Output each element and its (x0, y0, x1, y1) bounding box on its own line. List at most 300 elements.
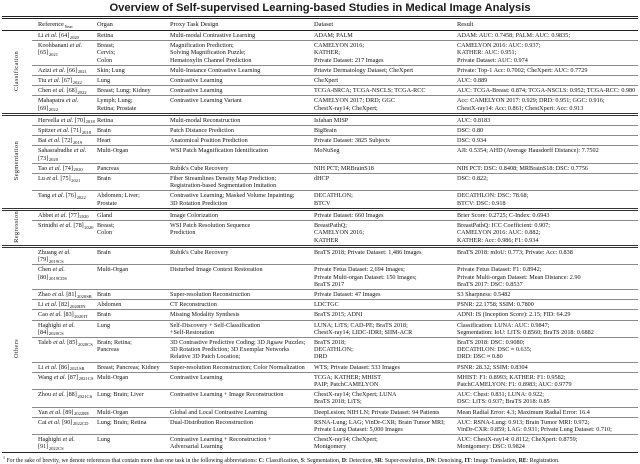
organ-cell-line: Retina; Prostate (97, 104, 137, 112)
proxy-task-cell-line: Image Colorization (170, 211, 218, 219)
reference-cell: Tang et al. $[76]_{2022}$ (32, 191, 97, 209)
table-row (2, 163, 638, 173)
dataset-cell-line: TCGA; KATHER; MHIST (314, 373, 382, 381)
result-cell-line: KATHER: Acc: 0.986; F1: 0.934 (457, 236, 539, 244)
reference-cell: Li et al. $[64]_{2020}$ (38, 32, 79, 40)
et-al-text: et al. (47, 77, 61, 85)
result-cell (457, 417, 638, 434)
dataset-cell (314, 65, 457, 75)
year-subscript: 2020 (69, 34, 79, 40)
organ-cell (97, 209, 170, 220)
dataset-cell-line: CAMELYON 2016; (314, 229, 365, 237)
et-al-text: et al. (51, 192, 65, 200)
proxy-task-cell-line: Contrastive Learning (170, 373, 223, 381)
year-subscript: 2021 (71, 177, 81, 183)
year-subscript: 2020 (48, 157, 58, 163)
proxy-task-cell (170, 31, 314, 41)
proxy-task-cell (170, 174, 314, 191)
proxy-task-cell-line: Super-resolution Reconstruction; Color Normalization (170, 363, 305, 371)
organ-cell (97, 337, 170, 362)
table-row (2, 289, 638, 299)
dataset-cell-line: BraTS 2018; LiTS; (314, 398, 362, 406)
organ-cell-line: Brain (97, 290, 111, 298)
proxy-task-cell-line: Global and Local Contrastive Learning (170, 408, 267, 416)
dataset-cell (314, 191, 457, 209)
organ-cell (97, 362, 170, 372)
proxy-task-cell (170, 407, 314, 417)
dataset-cell (314, 246, 457, 264)
reference-cell: Li et al. $[82]_{2020DN}$ (32, 300, 97, 310)
et-al-text: et al. (46, 175, 59, 183)
proxy-task-cell (170, 146, 314, 163)
reference-cell: Taleb et al. $[85]_{2020CS}$ (32, 337, 97, 362)
organ-cell-line: Gland (97, 211, 113, 219)
result-cell (457, 435, 638, 452)
dataset-cell-line: MoNuSeg (314, 147, 340, 155)
group-header-cell (2, 18, 32, 31)
proxy-task-cell-line: Prediction (170, 229, 196, 237)
dataset-cell-line: DRD (314, 353, 328, 361)
organ-cell (97, 289, 170, 299)
organ-cell-line: Breast; (97, 42, 115, 50)
table-row (2, 310, 638, 320)
organ-cell (97, 417, 170, 434)
group-cell (2, 114, 32, 209)
result-cell-line: DSC: 0.822; (457, 175, 488, 183)
proxy-task-cell (170, 96, 314, 114)
organ-cell (97, 41, 170, 66)
proxy-task-cell-line: WSI Patch Magnification Identification (170, 147, 269, 155)
organ-cell-line: Lung (97, 436, 111, 444)
reference-cell: Chen et al. $[80]_{2019CDS}$ (32, 265, 97, 290)
proxy-task-cell (170, 435, 314, 452)
organ-cell (97, 174, 170, 191)
dataset-cell-line: Private Dataset: 660 Images (314, 211, 384, 219)
organ-cell-line: Multi-Organ (97, 147, 129, 155)
dataset-cell-line: CAMELYON 2017; DRD; GGC (314, 97, 396, 105)
proxy-task-cell (170, 372, 314, 389)
result-cell-line: BraTS 2017: DSC: 0.8537 (457, 280, 523, 288)
proxy-task-cell-line: 3D Rotation Prediction; 3D Exemplar Networks (170, 346, 290, 354)
reference-cell: Hervella et al. $[70]_{2018}$ (32, 114, 97, 125)
result-cell (457, 265, 638, 290)
result-cell-line: VinDr-CXR: 0.859; LAG: 0.931; Private Lung Dataset: 0.710; (457, 426, 612, 434)
dataset-cell (314, 407, 457, 417)
result-cell-line: Private Multi-organ Dataset: Mean Distance: 2.90 (457, 273, 581, 281)
proxy-task-cell-line: +Self-Restoration (170, 328, 215, 336)
reference-cell: Wang et al. $[87]_{2021CS}$ (32, 372, 97, 389)
year-subscript: 2019 (72, 139, 83, 145)
table-row (2, 209, 638, 220)
proxy-task-cell-line: Relative 3D Patch Location; (170, 353, 241, 361)
reference-cell: Azizi et al. $[66]_{2021}$ (32, 65, 97, 75)
studies-table (2, 16, 638, 453)
proxy-task-cell-line: Dual-Distribution Reconstruction (170, 418, 254, 426)
proxy-task-cell-line: Contrastive Learning Variant (170, 97, 242, 105)
footnote-abbr: SR (374, 457, 382, 464)
dataset-cell-line: LDCTGC (314, 301, 339, 309)
organ-cell (97, 435, 170, 452)
dataset-cell (314, 86, 457, 96)
reference-cell: Zhou et al. $[88]_{2021CS}$ (32, 390, 97, 407)
year-subscript: 2020DN (69, 303, 86, 309)
organ-cell-line: Multi-Organ (97, 266, 129, 274)
result-cell-line: MHIST: F1: 0.8993; KATHER: F1: 0.9582; (457, 373, 566, 381)
reference-cell: Tao et al. $[74]_{2020}$ (32, 163, 97, 173)
result-cell (457, 300, 638, 310)
table-row (2, 76, 638, 86)
result-cell (457, 362, 638, 372)
dataset-cell (314, 136, 457, 146)
organ-cell-line: Breast; (97, 222, 115, 230)
result-cell-line: DECATHLON: DSC: 78.68; (457, 192, 529, 200)
proxy-task-cell (170, 76, 314, 86)
organ-cell (97, 76, 170, 86)
organ-cell-line: Brain (97, 311, 111, 319)
result-cell (457, 289, 638, 299)
result-cell (457, 86, 638, 96)
result-cell-line: DRD: DSC ≈ 0.80 (457, 353, 503, 361)
organ-cell (97, 191, 170, 209)
organ-cell-line: Brain (97, 175, 111, 183)
dataset-cell (314, 126, 457, 136)
et-al-text: et al. (48, 164, 62, 172)
dataset-cell-line: LUNA; LiTS; CAD-PE; BraTS 2018; (314, 321, 408, 329)
dataset-cell-line: PAIP; PatchCAMELYON (314, 381, 379, 388)
table-row (2, 96, 638, 114)
et-al-text: et al. (69, 42, 83, 50)
proxy-task-cell-line: WSI Patch Resolution Sequence (170, 222, 251, 230)
organ-cell (97, 114, 170, 125)
proxy-task-cell (170, 163, 314, 173)
result-cell (457, 320, 638, 337)
result-cell (457, 76, 638, 86)
et-al-text: et al. (52, 87, 65, 95)
et-al-text: et al. (48, 137, 61, 145)
dataset-cell (314, 146, 457, 163)
table-row (2, 300, 638, 310)
result-cell-line: Brier Score: 0.2725; C-Index: 0.6943 (457, 211, 550, 219)
dataset-cell-line: BraTS 2018; (314, 338, 346, 346)
organ-cell-line: Cervix; (97, 49, 116, 57)
year-subscript: 2020IT (74, 313, 88, 319)
proxy-task-cell-line: Contrastive Learning (170, 77, 223, 85)
organ-cell (97, 265, 170, 290)
table-row (2, 320, 638, 337)
year-subscript: 2019CDS (48, 276, 67, 282)
group-cell (2, 31, 32, 115)
organ-cell-line: Retina (97, 32, 114, 39)
result-cell-line: AUC: ChestX-ray14: 0.8112; CheXpert: 0.8759; (457, 436, 578, 444)
footnote-abbr: RE (518, 457, 527, 464)
dataset-cell (314, 96, 457, 114)
dataset-cell-line: ChestX-ray14; LIDC-IDRI; SIIM-ACR (314, 328, 413, 336)
dataset-cell (314, 76, 457, 86)
reference-cell: Chen et al. $[68]_{2022}$ (32, 86, 97, 96)
result-cell-line: AUC: Chest: 0.831; LUNA: 0.922; (457, 391, 544, 399)
year-subscript: 2021SR (69, 366, 85, 372)
year-subscript: 2018 (85, 119, 95, 125)
footnote-abbr: IT (464, 457, 471, 464)
organ-cell-line: Lung (97, 321, 111, 329)
table-row (2, 337, 638, 362)
year-subscript: 2022 (72, 79, 82, 85)
dataset-cell-line: BraTS 2015; ADNI (314, 311, 363, 319)
result-cell (457, 96, 638, 114)
et-al-text: et al. (59, 222, 72, 230)
reference-cell: Koohbanani et al. $[65]_{2021}$ (32, 41, 97, 66)
organ-cell (97, 300, 170, 310)
header-reference-label: Reference (38, 21, 64, 28)
result-cell-line: AUC: 0.889 (457, 77, 488, 85)
footnote-abbr: DN (426, 457, 435, 464)
dataset-cell-line: BTCV (314, 199, 331, 207)
proxy-task-cell (170, 289, 314, 299)
table-row (2, 191, 638, 209)
year-subscript: 2022 (48, 107, 58, 113)
result-cell-line: AJI: 0.5354; AHD (Average Hausdorff Distance): 7.7502 (457, 147, 599, 155)
result-cell-line: AUC: 0.8183 (457, 116, 491, 124)
table-row (2, 146, 638, 163)
dataset-cell-line: Private Dataset: 47 Images (314, 290, 381, 298)
organ-cell-line: Pancreas (97, 164, 119, 172)
table-row (2, 246, 638, 264)
result-cell (457, 114, 638, 125)
year-subscript: 2020CS (48, 331, 64, 337)
year-subscript: 2020CS (77, 341, 93, 347)
year-subscript: 2020 (79, 214, 89, 220)
result-cell-line: CAMELYON 2016: AUC: 0.882; (457, 229, 541, 237)
reference-cell: Sahasrabudhe et al. $[73]_{2020}$ (32, 146, 97, 163)
table-row (2, 435, 638, 452)
proxy-task-cell (170, 320, 314, 337)
dataset-cell-line: Private Lung Dataset: 5,000 Images (314, 426, 403, 434)
reference-cell: Cai et al. $[90]_{2022CD}$ (32, 417, 97, 434)
organ-cell (97, 86, 170, 96)
proxy-task-cell (170, 390, 314, 407)
organ-cell (97, 310, 170, 320)
proxy-task-cell (170, 65, 314, 75)
proxy-task-cell-line: Hematoxylin Channel Prediction (170, 56, 252, 64)
result-cell-line: DSC: 0.80 (457, 127, 484, 135)
proxy-task-cell-line: Self-Discovery + Self-Classification (170, 321, 261, 329)
result-cell-line: ADAM: AUC: 0.7458; PALM: AUC: 0.9835; (457, 32, 571, 39)
organ-cell-line: Multi-Organ (97, 373, 129, 381)
year-subscript: 2022RE (73, 411, 90, 417)
result-cell-line: AUC: RSNA-Lung: 0.913; Brain Tumor MRI: 0.972; (457, 418, 590, 426)
table-row (2, 31, 638, 41)
result-cell-line: KATHER: AUC: 0.951; (457, 49, 517, 57)
proxy-task-cell (170, 136, 314, 146)
table-row (2, 407, 638, 417)
dataset-cell-line: RSNA-Lung; LAG; VinDr-CXR; Brain Tumor MRI; (314, 418, 445, 426)
table-row (2, 126, 638, 136)
dataset-cell-line: KATHER (314, 236, 339, 244)
organ-cell (97, 320, 170, 337)
dataset-cell (314, 174, 457, 191)
footnote-text: For the sake of brevity, we denote references that contain more than one task in the following abbreviations: (5, 457, 259, 464)
result-cell (457, 41, 638, 66)
proxy-task-cell (170, 191, 314, 209)
result-cell-line: ADNI: IS (Inception Score): 2.15; FID: 64.29 (457, 311, 571, 319)
result-cell-line: NIH PCT: DSC: 0.8408; MRBrainS18: DSC: 0.7756 (457, 164, 589, 172)
proxy-task-cell-line: Solving Magnification Puzzle; (170, 49, 246, 57)
organ-cell-line: Pancreas (97, 346, 119, 354)
header-row (2, 18, 638, 31)
result-cell (457, 407, 638, 417)
result-cell (457, 31, 638, 41)
et-al-text: et al. (60, 116, 74, 124)
table-row (2, 417, 638, 434)
result-cell-line: PSNR: 28.32; SSIM: 0.8304 (457, 363, 528, 371)
year-subscript: 2020 (84, 224, 94, 230)
organ-cell-line: Brain (97, 127, 111, 135)
result-cell-line: BraTS 2018: DSC: 0.9080; (457, 338, 525, 346)
dataset-cell-line: Private Fetus Dataset: 2,694 Images; (314, 266, 405, 274)
organ-cell (97, 31, 170, 41)
footnote (3, 455, 637, 464)
year-subscript: 2020SR (77, 293, 92, 299)
proxy-task-cell-line: Contrastive Learning; Masked Volume Inpainting; (170, 192, 295, 200)
et-al-text: et al. (52, 266, 65, 274)
proxy-task-cell-line: Super-resolution Reconstruction (170, 290, 251, 298)
dataset-cell (314, 221, 457, 247)
proxy-task-cell (170, 114, 314, 125)
proxy-task-cell-line: Rubik's Cube Recovery (170, 164, 229, 172)
proxy-task-cell-line: Missing Modality Synthesis (170, 311, 240, 319)
proxy-task-cell-line: Registration-based Segmentation Imitation (170, 182, 277, 190)
result-cell-line: AUC: TCGA-Breast: 0.874; TCGA-NSCLS: 0.952; TCGA-RCC: 0.980 (457, 87, 636, 95)
table-row (2, 174, 638, 191)
footnote-text: : Classification, (262, 457, 301, 464)
organ-cell-line: Lung (97, 77, 111, 85)
organ-cell-line: Brain (97, 248, 111, 256)
result-cell (457, 372, 638, 389)
proxy-task-cell (170, 41, 314, 66)
proxy-task-cell-line: Contrastive Learning + Image Reconstruction (170, 391, 284, 399)
result-cell-line: ChestX-ray14: Acc: 0.861; ChestXpert: Acc: 0.913 (457, 104, 584, 112)
result-cell-line: DECATHLON: DSC ≈ 0.635; (457, 346, 532, 354)
reference-cell: Spitzer et al. $[71]_{2018}$ (32, 126, 97, 136)
footnote-abbr: C (258, 457, 263, 464)
result-cell (457, 221, 638, 247)
organ-cell-line: Breast; Lung; Kidney (97, 87, 151, 95)
year-subscript: 2019CS (48, 258, 64, 264)
table-row (2, 221, 638, 247)
dataset-cell-line: BigBrain (314, 127, 337, 135)
year-subscript: 2022CD (72, 421, 89, 427)
result-cell-line: Montgomery: DSC: 0.9824 (457, 443, 525, 451)
footnote-text: : Segmentation, (303, 457, 342, 464)
result-cell (457, 209, 638, 220)
result-cell-line: Private Dataset: AUC: 0.974 (457, 56, 528, 64)
table-row (2, 265, 638, 290)
organ-cell (97, 146, 170, 163)
footnote-text: : Super-resolution, (381, 457, 427, 464)
group-cell (2, 209, 32, 246)
dataset-cell-line: dHCP (314, 175, 330, 183)
result-cell (457, 163, 638, 173)
footnote-text: : Registration. (526, 457, 560, 464)
table-body (2, 31, 638, 453)
organ-cell-line: Abdomen; Liver; (97, 192, 140, 200)
dataset-cell (314, 417, 457, 434)
dataset-cell-line: ChestX-ray14; CheXpert; LUNA (314, 391, 397, 399)
dataset-cell-line: BraTS 2018; Private Dataset: 1,486 Images (314, 248, 422, 256)
table-row (2, 390, 638, 407)
reference-cell: Tiu et al. $[67]_{2022}$ (32, 76, 97, 86)
et-al-text: et al. (54, 211, 68, 219)
year-subscript: 2022 (77, 89, 87, 95)
proxy-task-cell-line: Contrastive Learning (170, 87, 223, 95)
proxy-task-cell-line: Multi-Instance Contrastive Learning (170, 66, 261, 74)
proxy-task-cell-line: Multi-modal Contrastive Learning (170, 32, 256, 39)
header-proxy-task: Proxy Task Design (170, 21, 219, 28)
dataset-cell (314, 31, 457, 41)
footnote-text: : Denoising, (434, 457, 465, 464)
dataset-cell-line: ChestX-ray14; CheXpert; (314, 436, 378, 444)
reference-cell: Zhao et al. $[81]_{2020SR}$ (32, 289, 97, 299)
dataset-cell-line: Private Multi-organ Dataset: 150 Images; (314, 273, 417, 281)
reference-cell: Srinidhi et al. $[78]_{2020}$ (32, 221, 97, 247)
proxy-task-cell (170, 221, 314, 247)
organ-cell (97, 136, 170, 146)
result-cell-line: DSC: LiTS: 0.937; BraTS 2018: 0.85 (457, 398, 550, 406)
result-cell (457, 337, 638, 362)
proxy-task-cell-line: Fiber Streamlines Density Map Prediction; (170, 175, 277, 183)
table-row (2, 86, 638, 96)
organ-cell-line: Abdomen (97, 301, 122, 309)
proxy-task-cell (170, 209, 314, 220)
organ-cell (97, 372, 170, 389)
organ-cell (97, 163, 170, 173)
header-reference (32, 18, 97, 31)
result-cell (457, 310, 638, 320)
result-cell-line: DSC: 0.934 (457, 137, 487, 145)
organ-cell-line: Skin; Lung (97, 66, 125, 74)
proxy-task-cell (170, 265, 314, 290)
footnote-abbr: D (341, 457, 346, 464)
proxy-task-cell (170, 246, 314, 264)
reference-cell: Mahapatra et al. $[69]_{2022}$ (32, 96, 97, 114)
et-al-text: et al. (53, 338, 66, 346)
et-al-text: et al. (66, 97, 79, 105)
result-cell (457, 191, 638, 209)
organ-cell-line: Retina (97, 116, 114, 124)
result-cell-line: PatchCAMELYON: F1: 0.8983; AUC: 0.9779 (457, 381, 572, 388)
dataset-cell-line: CheXpert (314, 77, 339, 85)
result-cell-line: CAMELYON 2016: AUC: 0.937; (457, 42, 541, 50)
year-subscript: 2020 (73, 167, 83, 173)
dataset-cell-line: Private Dataset: 3825 Subjects (314, 137, 390, 145)
reference-cell: Lu et al. $[75]_{2021}$ (32, 174, 97, 191)
organ-cell-line: Colon (97, 229, 113, 237)
reference-cell: Yan et al. $[89]_{2022RE}$ (32, 407, 97, 417)
et-al-text: et al. (45, 32, 58, 39)
dataset-cell-line: Private Dataset: 217 Images (314, 56, 384, 64)
et-al-text: et al. (57, 127, 70, 135)
dataset-cell-line: ADAM; PALM (314, 32, 353, 39)
proxy-task-cell (170, 86, 314, 96)
result-cell (457, 146, 638, 163)
result-cell (457, 390, 638, 407)
dataset-cell (314, 289, 457, 299)
proxy-task-cell (170, 337, 314, 362)
result-cell-line: Classification: LUNA: AUC: 0.9847; (457, 321, 550, 329)
footnote-text: : Detection, (345, 457, 375, 464)
et-al-text: et al. (49, 311, 62, 319)
et-al-text: et al. (62, 436, 75, 444)
